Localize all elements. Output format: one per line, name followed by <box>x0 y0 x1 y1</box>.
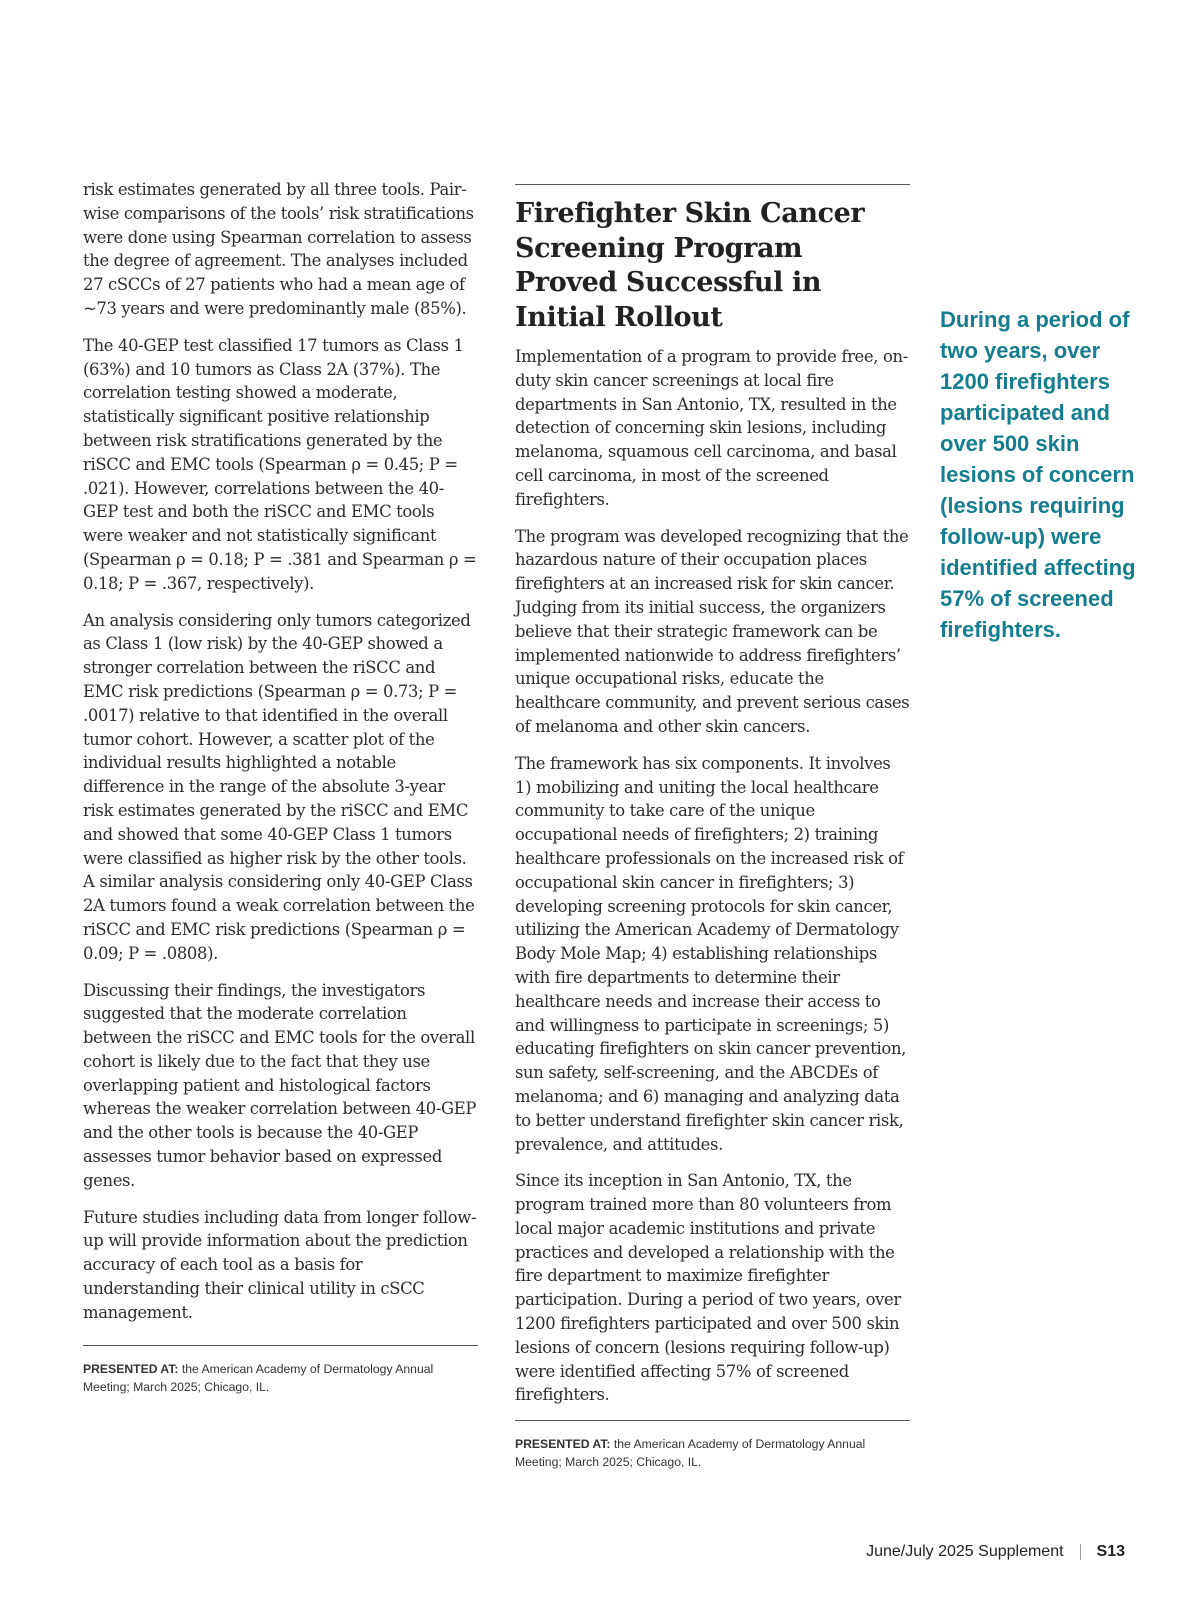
presented-at-label: PRESENTED AT: <box>83 1361 179 1376</box>
footer-separator <box>1080 1544 1081 1560</box>
article-paragraph-2: The program was developed recognizing that the hazardous nature of their occupation places firefighters at an increased risk for skin cancer. Judging from its initial success, the organizers believe that their strategic framework can be implemented nationwide to address firefighters’ unique occupational risks, educate the healthcare community, and prevent serious cases of melanoma and other skin cancers. <box>515 526 910 736</box>
article-paragraph-4: Since its inception in San Antonio, TX, the program trained more than 80 volunteers from local major academic institutions and private practices and developed a relationship with the fire department to maximize firefighter participation. During a period of two years, over 1200 firefighters participated and over 500 skin lesions of concern (lesions requiring follow-up) were identified affecting 57% of screened firefighters. <box>515 1171 901 1405</box>
pull-quote-column <box>940 304 1140 645</box>
left-paragraph-1: risk estimates generated by all three tools. Pair-wise comparisons of the tools’ risk stratifications were done using Spearman correlation to assess the degree of agreement. The analyses included 27 cSCCs of 27 patients who had a mean age of ~73 years and were predominantly male (85%). <box>83 180 474 318</box>
article-headline: Firefighter Skin Cancer Screening Program Proved Successful in Initial Rollout <box>515 198 865 333</box>
article-paragraph-1: Implementation of a program to provide free, on-duty skin cancer screenings at local fire departments in San Antonio, TX, resulted in the detection of concerning skin lesions, including melanoma, squamous cell carcinoma, and basal cell carcinoma, in most of the screened firefighters. <box>515 347 908 509</box>
issue-label: June/July 2025 Supplement <box>866 1543 1064 1560</box>
left-divider <box>83 1345 478 1346</box>
left-paragraph-5: Future studies including data from longer follow-up will provide information about the prediction accuracy of each tool as a basis for understanding their clinical utility in cSCC management. <box>83 1207 477 1322</box>
left-column <box>83 178 478 1396</box>
page-footer <box>866 1543 1125 1561</box>
pull-quote: During a period of two years, over 1200 firefighters participated and over 500 skin lesions of concern (lesions requiring follow-up) were identified affecting 57% of screened firefighters. <box>940 307 1136 642</box>
page-number: S13 <box>1096 1543 1125 1560</box>
left-paragraph-4: Discussing their findings, the investigators suggested that the moderate correlation between the riSCC and EMC tools for the overall cohort is likely due to the fact that they use overlapping patient and histological factors whereas the weaker correlation between 40-GEP and the other tools is because the 40-GEP assesses tumor behavior based on expressed genes. <box>83 980 477 1190</box>
left-paragraph-3: An analysis considering only tumors categorized as Class 1 (low risk) by the 40-GEP showed a stronger correlation between the riSCC and EMC risk predictions (Spearman ρ = 0.73; P = .0017) relative to that identified in the overall tumor cohort. However, a scatter plot of the individual results highlighted a notable difference in the range of the absolute 3-year risk estimates generated by the riSCC and EMC and showed that some 40-GEP Class 1 tumors were classified as higher risk by the other tools. A similar analysis considering only 40-GEP Class 2A tumors found a weak correlation between the riSCC and EMC risk predictions (Spearman ρ = 0.09; P = .0808). <box>83 610 475 963</box>
article-bottom-divider <box>515 1420 910 1421</box>
left-paragraph-2: The 40-GEP test classified 17 tumors as Class 1 (63%) and 10 tumors as Class 2A (37%). The correlation testing showed a moderate, statistically significant positive relationship between risk stratifications generated by the riSCC and EMC tools (Spearman ρ = 0.45; P = .021). However, correlations between the 40-GEP test and both the riSCC and EMC tools were weaker and not statistically significant (Spearman ρ = 0.18; P = .381 and Spearman ρ = 0.18; P = .367, respectively). <box>83 335 477 593</box>
presented-at-text: the American Academy of Dermatology Annual Meeting; March 2025; Chicago, IL. <box>83 1361 434 1394</box>
article-paragraph-3: The framework has six components. It involves 1) mobilizing and uniting the local healthcare community to take care of the unique occupational needs of firefighters; 2) training healthcare professionals on the increased risk of occupational skin cancer in firefighters; 3) developing screening protocols for skin cancer, utilizing the American Academy of Dermatology Body Mole Map; 4) establishing relationships with fire departments to determine their healthcare needs and increase their access to and willingness to participate in screenings; 5) educating firefighters on skin cancer prevention, sun safety, self-screening, and the ABCDEs of melanoma; and 6) managing and analyzing data to better understand firefighter skin cancer risk, prevalence, and attitudes. <box>515 753 907 1154</box>
presented-at-text: the American Academy of Dermatology Annual Meeting; March 2025; Chicago, IL. <box>515 1437 866 1470</box>
article-presented-at <box>515 1435 910 1471</box>
article-column <box>515 184 910 1471</box>
article-top-divider <box>515 184 910 185</box>
presented-at-label: PRESENTED AT: <box>515 1437 611 1452</box>
left-presented-at <box>83 1360 478 1396</box>
